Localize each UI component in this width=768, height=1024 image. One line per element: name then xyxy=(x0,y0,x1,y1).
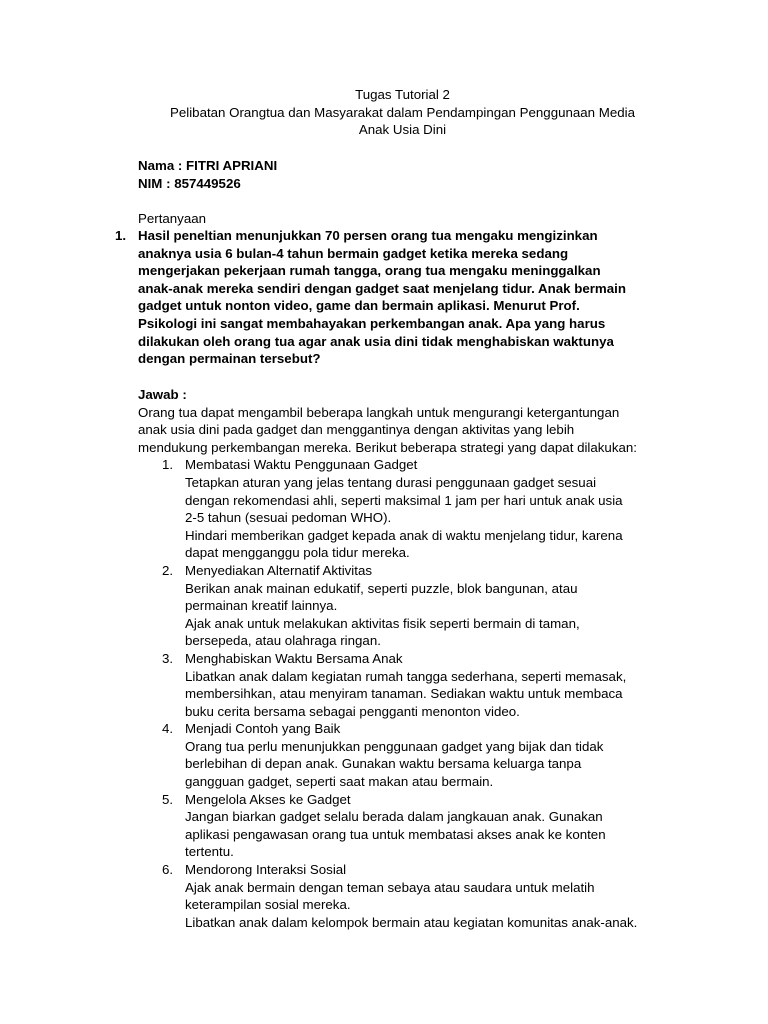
strategy-number: 6. xyxy=(162,862,174,878)
strategy-title: Menyediakan Alternatif Aktivitas xyxy=(185,562,372,578)
strategy-title: Membatasi Waktu Penggunaan Gadget xyxy=(185,457,418,473)
strategy-line: 2-5 tahun (sesuai pedoman WHO). xyxy=(185,510,392,526)
question-line: dilakukan oleh orang tua agar anak usia dini tidak menghabiskan waktunya xyxy=(138,333,614,349)
strategy-line: Libatkan anak dalam kegiatan rumah tangga sederhana, seperti memasak, xyxy=(185,668,627,684)
strategy-number: 3. xyxy=(162,650,174,666)
strategy-line: Hindari memberikan gadget kepada anak di waktu menjelang tidur, karena xyxy=(185,527,623,543)
strategy-line: dengan rekomendasi ahli, seperti maksimal 1 jam per hari untuk anak usia xyxy=(185,492,623,508)
question-heading: Pertanyaan xyxy=(138,211,207,226)
student-nim: NIM : 857449526 xyxy=(138,175,241,191)
strategy-line: berlebihan di depan anak. Gunakan waktu bersama keluarga tanpa xyxy=(185,756,582,772)
question-number: 1. xyxy=(115,228,127,243)
strategy-line: keterampilan sosial mereka. xyxy=(185,897,351,913)
question-line: dengan permainan tersebut? xyxy=(138,351,321,367)
strategy-title: Menghabiskan Waktu Bersama Anak xyxy=(185,650,403,666)
strategy-item xyxy=(138,791,678,861)
strategy-number: 4. xyxy=(162,721,174,737)
strategy-line: Berikan anak mainan edukatif, seperti puzzle, blok bangunan, atau xyxy=(185,580,578,596)
question-line: mengerjakan pekerjaan rumah tangga, orang tua mengaku meninggalkan xyxy=(138,263,601,279)
strategy-line: aplikasi pengawasan orang tua untuk membatasi akses anak ke konten xyxy=(185,826,606,842)
title-line-2: Pelibatan Orangtua dan Masyarakat dalam Pendampingan Penggunaan Media xyxy=(170,104,635,120)
title-line-1: Tugas Tutorial 2 xyxy=(355,87,450,102)
student-name: Nama : FITRI APRIANI xyxy=(138,158,278,173)
question-line: Hasil peneltian menunjukkan 70 persen orang tua mengaku mengizinkan xyxy=(138,228,598,243)
strategy-line: Jangan biarkan gadget selalu berada dalam jangkauan anak. Gunakan xyxy=(185,809,603,825)
strategy-title: Mendorong Interaksi Sosial xyxy=(185,862,347,878)
strategy-title: Mengelola Akses ke Gadget xyxy=(185,791,351,807)
answer-block xyxy=(138,386,678,931)
strategy-line: Orang tua perlu menunjukkan penggunaan gadget yang bijak dan tidak xyxy=(185,738,604,754)
strategy-number: 1. xyxy=(162,457,174,473)
strategy-line: Ajak anak untuk melakukan aktivitas fisik seperti bermain di taman, xyxy=(185,615,580,631)
answer-heading: Jawab : xyxy=(138,387,187,402)
answer-intro-line: anak usia dini pada gadget dan menggantinya dengan aktivitas yang lebih xyxy=(138,422,575,438)
question-line: anak-anak mereka sendiri dengan gadget saat menjelang tidur. Anak bermain xyxy=(138,280,626,296)
strategy-line: bersepeda, atau olahraga ringan. xyxy=(185,633,381,649)
strategy-line: dapat mengganggu pola tidur mereka. xyxy=(185,545,410,561)
strategy-line: tertentu. xyxy=(185,844,234,860)
strategy-item xyxy=(138,650,678,720)
strategy-item xyxy=(138,562,678,650)
question-line: anaknya usia 6 bulan-4 tahun bermain gadget ketika mereka sedang xyxy=(138,245,569,261)
strategy-item xyxy=(138,456,678,562)
title-line-3: Anak Usia Dini xyxy=(358,122,447,138)
strategy-number: 5. xyxy=(162,791,174,807)
strategy-line: permainan kreatif lainnya. xyxy=(185,598,338,614)
question-block xyxy=(115,227,675,368)
answer-intro-line: mendukung perkembangan mereka. Berikut beberapa strategi yang dapat dilakukan: xyxy=(138,439,637,455)
strategy-title: Menjadi Contoh yang Baik xyxy=(185,721,341,737)
strategy-line: Tetapkan aturan yang jelas tentang durasi penggunaan gadget sesuai xyxy=(185,474,597,490)
question-line: Psikologi ini sangat membahayakan perkembangan anak. Apa yang harus xyxy=(138,315,606,331)
answer-intro-line: Orang tua dapat mengambil beberapa langkah untuk mengurangi ketergantungan xyxy=(138,404,620,420)
question-text xyxy=(138,227,675,368)
strategy-line: membersihkan, atau menyiram tanaman. Sediakan waktu untuk membaca xyxy=(185,686,623,702)
strategy-item xyxy=(138,720,678,790)
document-title xyxy=(0,86,768,139)
strategy-line: Ajak anak bermain dengan teman sebaya atau saudara untuk melatih xyxy=(185,879,595,895)
strategy-line: Libatkan anak dalam kelompok bermain atau kegiatan komunitas anak-anak. xyxy=(185,914,638,930)
strategy-number: 2. xyxy=(162,562,174,578)
strategy-list xyxy=(138,456,678,931)
strategy-line: gangguan gadget, seperti saat makan atau bermain. xyxy=(185,774,494,790)
strategy-line: buku cerita bersama sebagai pengganti menonton video. xyxy=(185,703,520,719)
question-line: gadget untuk nonton video, game dan bermain aplikasi. Menurut Prof. xyxy=(138,298,580,314)
strategy-item xyxy=(138,861,678,931)
student-info xyxy=(138,157,277,192)
